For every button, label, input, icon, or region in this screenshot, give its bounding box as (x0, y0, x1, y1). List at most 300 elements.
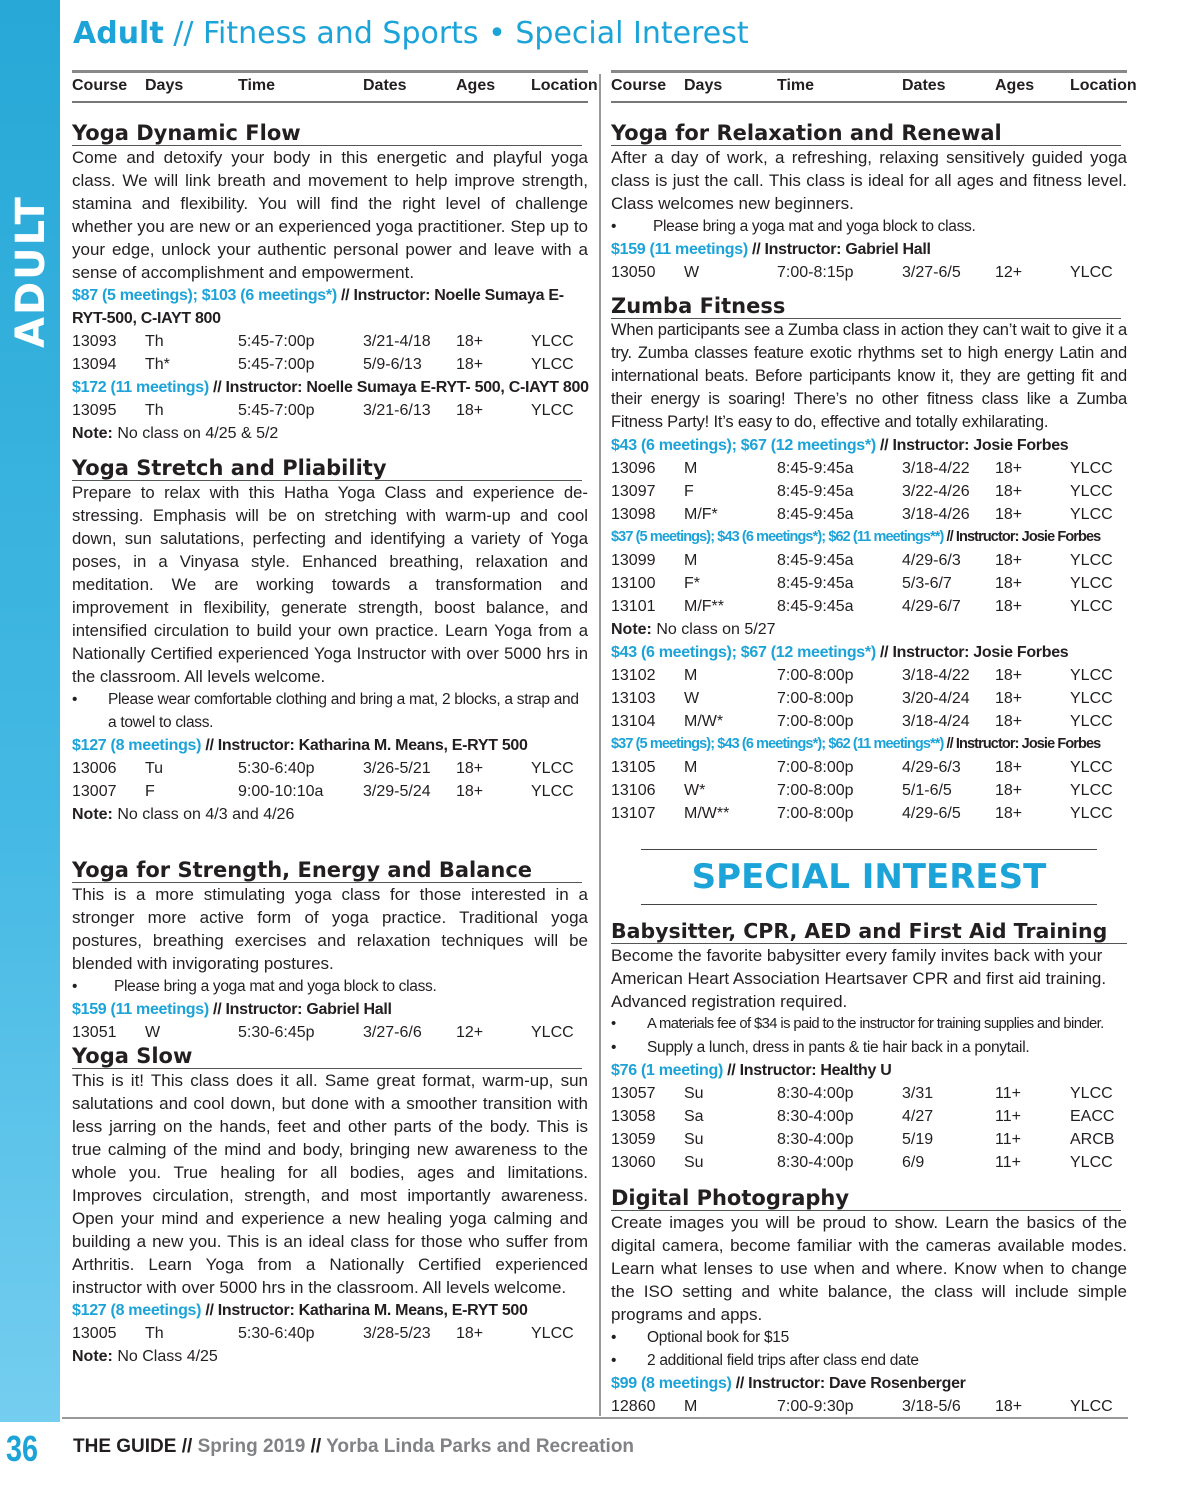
price: $99 (8 meetings) (611, 1375, 732, 1392)
left-column (72, 70, 598, 1368)
page-title-section: Adult (73, 16, 164, 51)
note (611, 618, 1127, 641)
cell-location: YLCC (531, 1024, 574, 1041)
cell-ages: 18+ (456, 760, 484, 777)
cell-days: F (684, 483, 694, 500)
cell-course: 13103 (611, 690, 656, 707)
table-row (611, 1128, 1127, 1151)
price: $76 (1 meeting) (611, 1062, 723, 1079)
cell-ages: 18+ (995, 713, 1023, 730)
course-description: Become the favorite babysitter every family invites back with your American Heart Association Heartsaver CPR and first aid training. Advanced registration required. (611, 946, 1107, 1011)
cell-time: 8:45-9:45a (777, 506, 854, 523)
cell-location: YLCC (1070, 598, 1113, 615)
table-header (611, 70, 1137, 103)
cell-dates: 3/31 (902, 1085, 934, 1102)
course-description: After a day of work, a refreshing, relaxing sensitively guided yoga class is just the call. This class is ideal for all ages and fitness level. Class welcomes new beginners. (611, 148, 1127, 213)
header-days: Days (145, 77, 184, 94)
cell-days: Su (684, 1154, 704, 1171)
schedule-rows (611, 1395, 1127, 1418)
price: $43 (6 meetings); $67 (12 meetings*) (611, 644, 876, 661)
cell-ages: 18+ (995, 575, 1023, 592)
course-babysitter (611, 919, 1127, 1174)
cell-dates: 5/1-6/5 (902, 782, 952, 799)
cell-days: W (684, 264, 700, 281)
note (72, 1345, 588, 1368)
page-title-sub: Fitness and Sports (202, 16, 479, 51)
footer-rule (62, 1417, 1128, 1419)
cell-days: Th (145, 333, 164, 350)
cell-location: YLCC (1070, 506, 1113, 523)
cell-dates: 3/18-4/22 (902, 460, 970, 477)
bullet-text: • Please bring a yoga mat and yoga block to class. (653, 218, 976, 235)
cell-dates: 3/18-4/26 (902, 506, 970, 523)
page-number-box (0, 1422, 60, 1491)
cell-dates: 5/19 (902, 1131, 934, 1148)
cell-days: M (684, 1398, 698, 1415)
cell-days: M/W** (684, 805, 730, 822)
cell-dates: 3/18-5/6 (902, 1398, 961, 1415)
schedule-rows (611, 457, 1127, 526)
course-title: Yoga for Relaxation and Renewal (611, 121, 1121, 146)
header-ages: Ages (995, 77, 1035, 94)
course-description: This is a more stimulating yoga class for those interested in a stronger more active form of yoga practice. Traditional yoga postures, breathing exercises and relaxation techniques will be blended with invigorating postures. (72, 885, 588, 973)
header-ages: Ages (456, 77, 496, 94)
table-row (611, 572, 1127, 595)
cell-ages: 18+ (995, 552, 1023, 569)
cell-dates: 3/18-4/22 (902, 667, 970, 684)
cell-course: 13057 (611, 1085, 656, 1102)
bullet-text: • A materials fee of $34 is paid to the instructor for training supplies and binder. (647, 1016, 1104, 1032)
cell-course: 13106 (611, 782, 656, 799)
cell-time: 5:30-6:40p (238, 760, 315, 777)
cell-course: 13100 (611, 575, 656, 592)
course-title: Digital Photography (611, 1186, 1121, 1211)
bullet-text: • Please bring a yoga mat and yoga block to class. (114, 978, 437, 995)
course-yoga-stretch (72, 456, 588, 826)
price-line (611, 238, 1127, 261)
cell-ages: 12+ (995, 264, 1023, 281)
cell-dates: 3/27-6/5 (902, 264, 961, 281)
cell-dates: 4/29-6/5 (902, 805, 961, 822)
cell-days: W* (684, 782, 706, 799)
price-line (611, 526, 1127, 549)
footer-org: Yorba Linda Parks and Recreation (326, 1436, 635, 1457)
cell-ages: 18+ (456, 402, 484, 419)
price-line (72, 284, 588, 330)
cell-dates: 3/22-4/26 (902, 483, 970, 500)
cell-course: 13058 (611, 1108, 656, 1125)
cell-course: 13104 (611, 713, 656, 730)
cell-days: F (145, 783, 155, 800)
cell-course: 13007 (72, 783, 117, 800)
cell-location: YLCC (531, 783, 574, 800)
bullet-item (72, 688, 588, 734)
table-row (611, 1105, 1127, 1128)
cell-time: 8:45-9:45a (777, 598, 854, 615)
course-yoga-strength (72, 858, 588, 1044)
instructor: // Instructor: Gabriel Hall (747, 241, 931, 258)
price-line (72, 734, 588, 757)
table-row (611, 779, 1127, 802)
cell-time: 5:45-7:00p (238, 356, 315, 373)
course-title: Zumba Fitness (611, 294, 1121, 319)
cell-ages: 18+ (995, 782, 1023, 799)
header-days: Days (684, 77, 723, 94)
cell-location: YLCC (1070, 460, 1113, 477)
note-text: No Class 4/25 (112, 1348, 218, 1365)
cell-location: YLCC (531, 356, 574, 373)
cell-course: 13105 (611, 759, 656, 776)
cell-days: Su (684, 1131, 704, 1148)
cell-location: YLCC (1070, 552, 1113, 569)
bullet-text: • 2 additional field trips after class end date (647, 1352, 919, 1369)
schedule-rows (72, 330, 588, 376)
cell-time: 9:00-10:10a (238, 783, 324, 800)
course-description: This is it! This class does it all. Same great format, warm-up, sun salutations and cool down, but done with a smoother transition with less jarring on the hands, feet and other parts of the body. This is true calming of the mind and body, bringing new awareness to the whole you. True healing for all bodies, ages and limitations. Improves circulation, strength, and most importantly awareness. Open your mind and experience a new healing yoga calming and building a new you. This is an ideal class for those who suffer from Arthritis. Learn Yoga from a Nationally Certified experienced instructor with over 5000 hrs in the classroom. All levels welcome. (72, 1071, 588, 1297)
table-row (72, 330, 588, 353)
bullet-item (611, 215, 1127, 238)
cell-days: Su (684, 1085, 704, 1102)
section-heading-special-interest: SPECIAL INTEREST (641, 849, 1097, 905)
table-row (611, 1151, 1127, 1174)
cell-location: YLCC (1070, 483, 1113, 500)
cell-ages: 11+ (995, 1131, 1021, 1148)
course-yoga-slow (72, 1044, 588, 1368)
cell-ages: 11+ (995, 1108, 1021, 1125)
schedule-rows (72, 757, 588, 803)
cell-ages: 18+ (995, 667, 1023, 684)
cell-time: 7:00-8:00p (777, 690, 854, 707)
cell-time: 8:45-9:45a (777, 575, 854, 592)
header-location: Location (531, 77, 598, 94)
cell-time: 7:00-8:00p (777, 759, 854, 776)
price: $37 (5 meetings); $43 (6 meetings*); $62 (11 meetings**) (611, 529, 944, 545)
bullet-text: • Please wear comfortable clothing and bring a mat, 2 blocks, a strap and a towel to class. (108, 691, 579, 731)
note-label: Note: (72, 1348, 113, 1365)
table-row (611, 595, 1127, 618)
bullet-item (611, 1326, 1127, 1349)
price: $37 (5 meetings); $43 (6 meetings*); $62 (11 meetings**) (611, 736, 944, 752)
schedule-rows (611, 1082, 1127, 1174)
instructor: // Instructor: Josie Forbes (943, 736, 1101, 752)
cell-time: 5:45-7:00p (238, 402, 315, 419)
cell-days: M (684, 552, 698, 569)
cell-course: 13101 (611, 598, 656, 615)
cell-dates: 6/9 (902, 1154, 925, 1171)
instructor: // Instructor: Josie Forbes (875, 644, 1069, 661)
cell-time: 8:45-9:45a (777, 552, 854, 569)
cell-days: Th (145, 402, 164, 419)
cell-course: 13005 (72, 1325, 117, 1342)
header-time: Time (238, 77, 276, 94)
cell-ages: 18+ (995, 1398, 1023, 1415)
cell-location: YLCC (1070, 575, 1113, 592)
cell-location: YLCC (1070, 690, 1113, 707)
cell-course: 12860 (611, 1398, 656, 1415)
table-row (72, 399, 588, 422)
cell-location: YLCC (1070, 805, 1113, 822)
bullet-item (611, 1349, 1127, 1372)
cell-days: Tu (145, 760, 164, 777)
cell-days: Th (145, 1325, 164, 1342)
cell-course: 13107 (611, 805, 656, 822)
header-course: Course (611, 77, 667, 94)
cell-time: 5:45-7:00p (238, 333, 315, 350)
cell-ages: 18+ (995, 483, 1023, 500)
table-row (611, 687, 1127, 710)
cell-time: 8:30-4:00p (777, 1108, 854, 1125)
note-label: Note: (611, 621, 652, 638)
cell-dates: 3/26-5/21 (363, 760, 431, 777)
cell-location: YLCC (1070, 782, 1113, 799)
course-title: Babysitter, CPR, AED and First Aid Training (611, 919, 1127, 944)
bullet-item (72, 975, 588, 998)
cell-dates: 4/29-6/3 (902, 552, 961, 569)
cell-course: 13102 (611, 667, 656, 684)
bullet-text: • Optional book for $15 (647, 1329, 789, 1346)
cell-dates: 5/9-6/13 (363, 356, 422, 373)
cell-location: YLCC (531, 1325, 574, 1342)
cell-location: YLCC (1070, 713, 1113, 730)
course-title: Yoga Dynamic Flow (72, 121, 582, 146)
cell-location: YLCC (1070, 264, 1113, 281)
right-column (611, 70, 1137, 1418)
price-line (611, 1372, 1127, 1395)
cell-course: 13098 (611, 506, 656, 523)
course-zumba (611, 294, 1127, 825)
cell-dates: 3/28-5/23 (363, 1325, 431, 1342)
cell-ages: 18+ (456, 1325, 484, 1342)
cell-course: 13094 (72, 356, 117, 373)
cell-course: 13059 (611, 1131, 656, 1148)
bullet-text: • Supply a lunch, dress in pants & tie hair back in a ponytail. (647, 1039, 1030, 1056)
instructor: // Instructor: Katharina M. Means, E-RYT 500 (201, 737, 528, 754)
price-line (72, 1299, 588, 1322)
course-title: Yoga for Strength, Energy and Balance (72, 858, 582, 883)
cell-days: M/F** (684, 598, 724, 615)
price-line (611, 434, 1127, 457)
cell-course: 13060 (611, 1154, 656, 1171)
cell-days: M (684, 667, 698, 684)
cell-time: 8:45-9:45a (777, 483, 854, 500)
cell-location: YLCC (1070, 1085, 1113, 1102)
cell-days: M/F* (684, 506, 718, 523)
cell-course: 13051 (72, 1024, 117, 1041)
cell-time: 7:00-8:15p (777, 264, 854, 281)
cell-time: 8:45-9:45a (777, 460, 854, 477)
cell-time: 8:30-4:00p (777, 1154, 854, 1171)
instructor: // Instructor: Noelle Sumaya E-RYT- 500, C-IAYT 800 (208, 379, 589, 396)
header-dates: Dates (902, 77, 946, 94)
note-label: Note: (72, 425, 113, 442)
table-row (72, 757, 588, 780)
instructor: // Instructor: Gabriel Hall (208, 1001, 392, 1018)
instructor: // Instructor: Katharina M. Means, E-RYT 500 (201, 1302, 528, 1319)
table-row (72, 780, 588, 803)
price: $159 (11 meetings) (72, 1001, 209, 1018)
cell-dates: 3/27-6/6 (363, 1024, 422, 1041)
cell-course: 13097 (611, 483, 656, 500)
cell-time: 7:00-9:30p (777, 1398, 854, 1415)
cell-ages: 18+ (995, 805, 1023, 822)
page-title-sub2: Special Interest (515, 16, 749, 51)
cell-course: 13099 (611, 552, 656, 569)
cell-days: Sa (684, 1108, 704, 1125)
instructor: // Instructor: Noelle Sumaya E-RYT-500, C-IAYT 800 (72, 287, 564, 327)
cell-dates: 4/29-6/7 (902, 598, 961, 615)
cell-course: 13096 (611, 460, 656, 477)
course-title: Yoga Slow (72, 1044, 582, 1069)
cell-dates: 4/29-6/3 (902, 759, 961, 776)
page-title-sep: // (163, 16, 203, 51)
note (72, 803, 588, 826)
table-row (611, 756, 1127, 779)
table-row (611, 710, 1127, 733)
cell-dates: 3/18-4/24 (902, 713, 970, 730)
cell-location: EACC (1070, 1108, 1115, 1125)
schedule-rows (72, 1021, 588, 1044)
footer (73, 1436, 634, 1458)
header-location: Location (1070, 77, 1137, 94)
schedule-rows (611, 664, 1127, 733)
cell-days: M (684, 460, 698, 477)
cell-time: 5:30-6:40p (238, 1325, 315, 1342)
cell-ages: 11+ (995, 1154, 1021, 1171)
side-tab-label: ADULT (8, 195, 54, 348)
cell-time: 8:30-4:00p (777, 1085, 854, 1102)
schedule-rows (611, 261, 1127, 284)
table-header (72, 70, 598, 103)
price-line (611, 733, 1127, 756)
table-row (611, 664, 1127, 687)
bullet-item (611, 1036, 1127, 1059)
instructor: // Instructor: Josie Forbes (875, 437, 1069, 454)
price: $127 (8 meetings) (72, 737, 202, 754)
table-row (611, 549, 1127, 572)
cell-ages: 18+ (456, 783, 484, 800)
cell-days: W (684, 690, 700, 707)
table-row (611, 457, 1127, 480)
cell-location: YLCC (1070, 759, 1113, 776)
cell-dates: 5/3-6/7 (902, 575, 952, 592)
instructor: // Instructor: Healthy U (723, 1062, 892, 1079)
cell-ages: 18+ (456, 356, 484, 373)
price-line (611, 1059, 1127, 1082)
cell-time: 5:30-6:45p (238, 1024, 315, 1041)
price: $159 (11 meetings) (611, 241, 748, 258)
table-row (611, 480, 1127, 503)
course-description: Come and detoxify your body in this energetic and playful yoga class. We will link breath and movement to help improve strength, stamina and flexibility. You will find the right level of challenge whether you are new or an experienced yoga practitioner. Step up to your edge, unlock your authentic personal power and leave with a sense of accomplishment and empowerment. (72, 148, 588, 282)
price: $127 (8 meetings) (72, 1302, 202, 1319)
price: $87 (5 meetings); $103 (6 meetings*) (72, 287, 337, 304)
side-tab (0, 0, 60, 1491)
cell-course: 13095 (72, 402, 117, 419)
table-row (611, 261, 1127, 284)
price-line (72, 998, 588, 1021)
price-line (611, 641, 1127, 664)
cell-time: 7:00-8:00p (777, 667, 854, 684)
instructor: // Instructor: Dave Rosenberger (731, 1375, 966, 1392)
cell-days: M/W* (684, 713, 724, 730)
footer-sep: // (176, 1436, 198, 1457)
price: $43 (6 meetings); $67 (12 meetings*) (611, 437, 876, 454)
table-row (611, 802, 1127, 825)
cell-course: 13093 (72, 333, 117, 350)
cell-location: YLCC (531, 333, 574, 350)
cell-dates: 3/21-4/18 (363, 333, 431, 350)
note-text: No class on 4/3 and 4/26 (112, 806, 295, 823)
course-description: Create images you will be proud to show. Learn the basics of the digital camera, become familiar with the cameras available modes. Learn what lenses to use when and where. Know when to change the ISO setting and white balance, the class will include simple programs and apps. (611, 1213, 1127, 1324)
schedule-rows (611, 549, 1127, 618)
page-title (73, 16, 749, 51)
page-number: 36 (6, 1428, 39, 1469)
footer-sep: // (305, 1436, 327, 1457)
table-row (72, 1021, 588, 1044)
cell-ages: 18+ (995, 506, 1023, 523)
course-yoga-dynamic-flow (72, 121, 588, 445)
cell-location: YLCC (1070, 1398, 1113, 1415)
cell-days: Th* (145, 356, 170, 373)
course-description: Prepare to relax with this Hatha Yoga Class and experience de-stressing. Emphasis will be on stretching with warm-up and cool down, sun salutations, perfecting and identifying a variety of Yoga poses, in a Vinyasa style. Enhanced breathing, relaxation and meditation. We are working towards a transformation and improvement in flexibility, generate strength, boost balance, and intensified circulation to build your own practice. Learn Yoga from a Nationally Certified experienced Yoga Instructor with over 5000 hrs in the classroom. All levels welcome. (72, 483, 588, 686)
table-row (611, 1082, 1127, 1105)
instructor: // Instructor: Josie Forbes (943, 529, 1101, 545)
cell-dates: 3/21-6/13 (363, 402, 431, 419)
cell-ages: 18+ (995, 759, 1023, 776)
cell-location: YLCC (531, 402, 574, 419)
table-row (611, 503, 1127, 526)
schedule-rows (72, 1322, 588, 1345)
table-row (611, 1395, 1127, 1418)
page-title-dot: • (478, 16, 516, 51)
table-row (72, 1322, 588, 1345)
cell-days: M (684, 759, 698, 776)
cell-ages: 12+ (456, 1024, 484, 1041)
note-text: No class on 5/27 (651, 621, 776, 638)
header-time: Time (777, 77, 815, 94)
cell-time: 7:00-8:00p (777, 782, 854, 799)
header-dates: Dates (363, 77, 407, 94)
course-description: When participants see a Zumba class in action they can’t wait to give it a try. Zumba classes feature exotic rhythms set to high energy Latin and international beats. Before participants know it, they are getting fit and their energy is soaring! There’s no other fitness class like a Zumba Fitness Party! It’s easy to do, effective and totally exhilarating. (611, 321, 1127, 431)
footer-guide: THE GUIDE (73, 1436, 177, 1457)
note-label: Note: (72, 806, 113, 823)
cell-ages: 18+ (456, 333, 484, 350)
course-title: Yoga Stretch and Pliability (72, 456, 582, 481)
cell-days: W (145, 1024, 161, 1041)
cell-ages: 18+ (995, 460, 1023, 477)
cell-ages: 18+ (995, 690, 1023, 707)
cell-location: YLCC (1070, 667, 1113, 684)
cell-ages: 11+ (995, 1085, 1021, 1102)
footer-season: Spring 2019 (197, 1436, 306, 1457)
cell-dates: 3/29-5/24 (363, 783, 431, 800)
price-line (72, 376, 588, 399)
cell-time: 8:30-4:00p (777, 1131, 854, 1148)
cell-dates: 4/27 (902, 1108, 934, 1125)
schedule-rows (611, 756, 1127, 825)
cell-location: ARCB (1070, 1131, 1115, 1148)
cell-ages: 18+ (995, 598, 1023, 615)
schedule-rows (72, 399, 588, 422)
cell-course: 13006 (72, 760, 117, 777)
table-row (72, 353, 588, 376)
column-divider (599, 74, 601, 1416)
cell-dates: 3/20-4/24 (902, 690, 970, 707)
header-course: Course (72, 77, 128, 94)
course-digital-photography (611, 1186, 1127, 1418)
note (72, 422, 588, 445)
cell-location: YLCC (1070, 1154, 1113, 1171)
bullet-item (611, 1013, 1127, 1036)
